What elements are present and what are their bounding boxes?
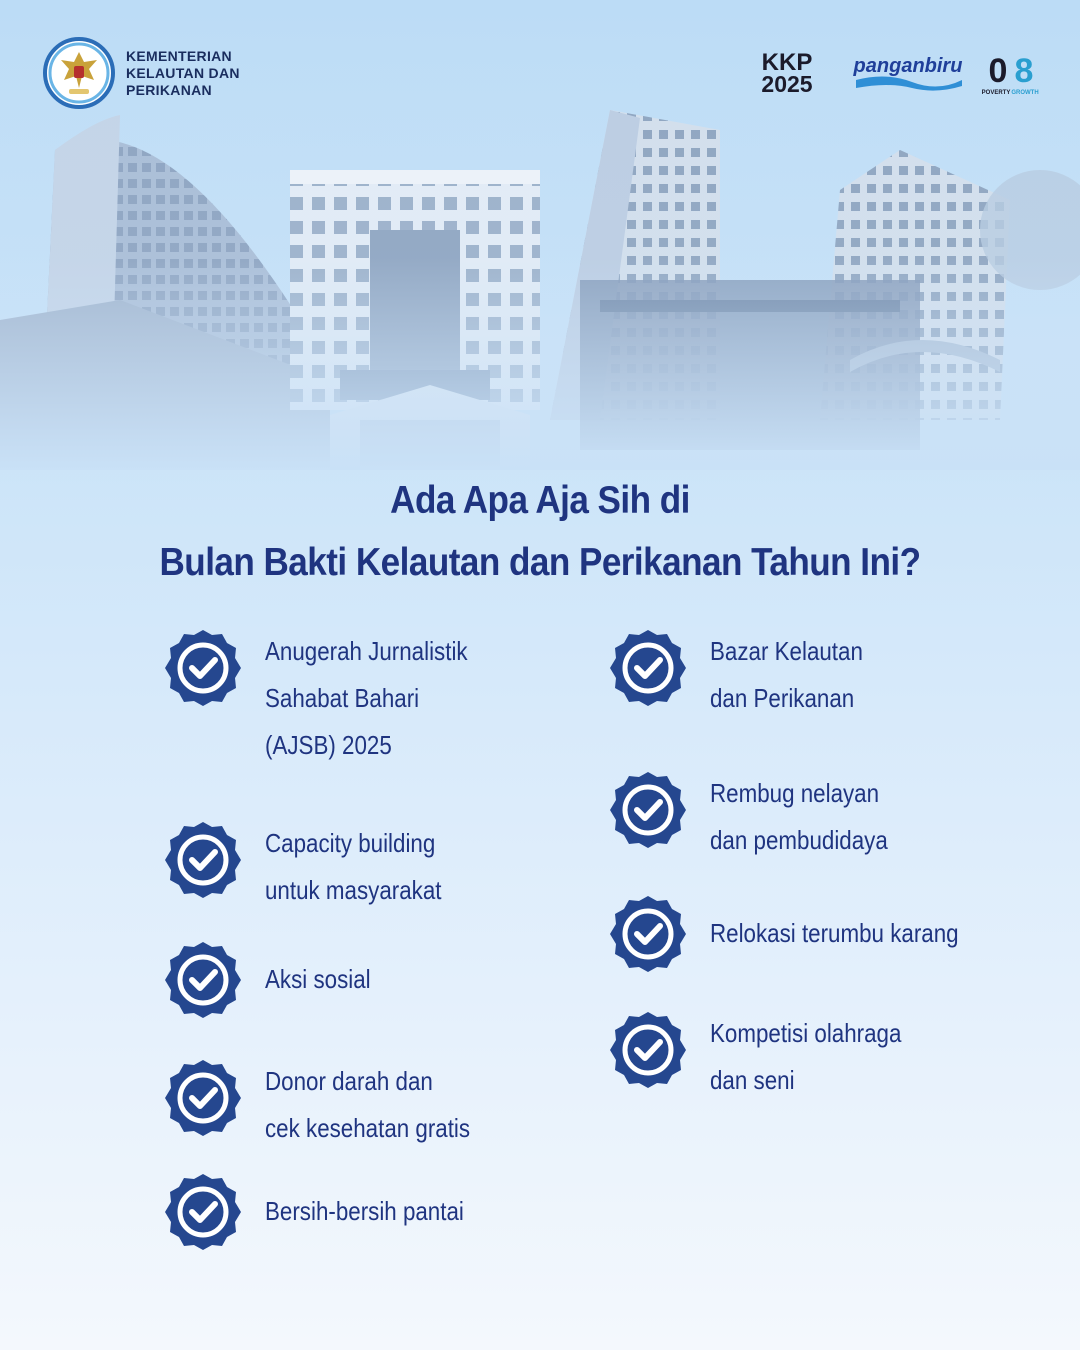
growth-logo-mark-left: 0	[988, 52, 1008, 90]
partner-logos	[746, 48, 1040, 98]
check-badge-icon	[608, 894, 688, 974]
panganbiru-logo	[850, 50, 966, 96]
activity-label-line: Relokasi terumbu karang	[710, 918, 959, 948]
ministry-name-line-2: KELAUTAN DAN	[126, 64, 240, 81]
activity-label-line: Capacity building	[265, 828, 436, 858]
activity-label-line: Aksi sosial	[265, 964, 371, 994]
activity-label	[265, 1188, 464, 1235]
kkp-2025-logo	[746, 48, 828, 98]
activity-item	[608, 1010, 933, 1104]
check-badge-icon	[163, 820, 243, 900]
activity-label-line: dan pembudidaya	[710, 825, 888, 855]
activity-item	[163, 628, 501, 769]
activity-item	[608, 894, 999, 974]
activity-label-line: Donor darah dan	[265, 1066, 433, 1096]
check-badge-icon	[163, 1058, 243, 1138]
activity-label-line: Sahabat Bahari	[265, 683, 420, 713]
activity-label-line: untuk masyarakat	[265, 875, 442, 905]
activity-label-line: dan seni	[710, 1065, 795, 1095]
garuda-emblem-icon	[42, 36, 116, 110]
activity-label	[265, 628, 468, 769]
activity-label	[710, 628, 863, 722]
kkp-logo-line-1: KKP	[761, 49, 813, 76]
headline-line-2: Bulan Bakti Kelautan dan Perikanan Tahun Ini?	[159, 541, 921, 584]
poverty-growth-logo	[982, 48, 1040, 98]
headline	[0, 470, 1080, 594]
activity-item	[608, 628, 888, 722]
activity-label	[265, 956, 371, 1003]
activity-label-line: Rembug nelayan	[710, 778, 880, 808]
activity-item	[163, 820, 470, 914]
activity-label-line: cek kesehatan gratis	[265, 1113, 471, 1143]
panganbiru-logo-text: panganbiru	[853, 55, 963, 77]
activity-item	[163, 1172, 496, 1252]
activity-label	[710, 770, 888, 864]
activity-label	[265, 820, 441, 914]
activity-item	[163, 1058, 503, 1152]
check-badge-icon	[608, 770, 688, 850]
activity-label-line: (AJSB) 2025	[265, 730, 392, 760]
headline-line-1: Ada Apa Aja Sih di	[390, 479, 690, 522]
ministry-brand	[42, 36, 240, 110]
ministry-name	[126, 48, 240, 99]
activity-label-line: dan Perikanan	[710, 683, 855, 713]
check-badge-icon	[163, 628, 243, 708]
ministry-name-line-1: KEMENTERIAN	[126, 47, 232, 64]
check-badge-icon	[608, 628, 688, 708]
activity-label	[710, 910, 959, 957]
kkp-logo-line-2: 2025	[761, 71, 813, 97]
activity-label	[710, 1010, 901, 1104]
check-badge-icon	[608, 1010, 688, 1090]
activity-label-line: Kompetisi olahraga	[710, 1018, 902, 1048]
activity-label-line: Anugerah Jurnalistik	[265, 636, 468, 666]
ministry-name-line-3: PERIKANAN	[126, 81, 212, 98]
growth-logo-mark-right: 8	[1014, 52, 1034, 90]
activity-item	[608, 770, 917, 864]
check-badge-icon	[163, 940, 243, 1020]
activity-item	[163, 940, 388, 1020]
growth-logo-caption-right: GROWTH	[1011, 90, 1039, 96]
activity-label-line: Bazar Kelautan	[710, 636, 863, 666]
activity-label-line: Bersih-bersih pantai	[265, 1196, 464, 1226]
check-badge-icon	[163, 1172, 243, 1252]
growth-logo-caption-left: POVERTY	[982, 90, 1011, 96]
activity-label	[265, 1058, 470, 1152]
